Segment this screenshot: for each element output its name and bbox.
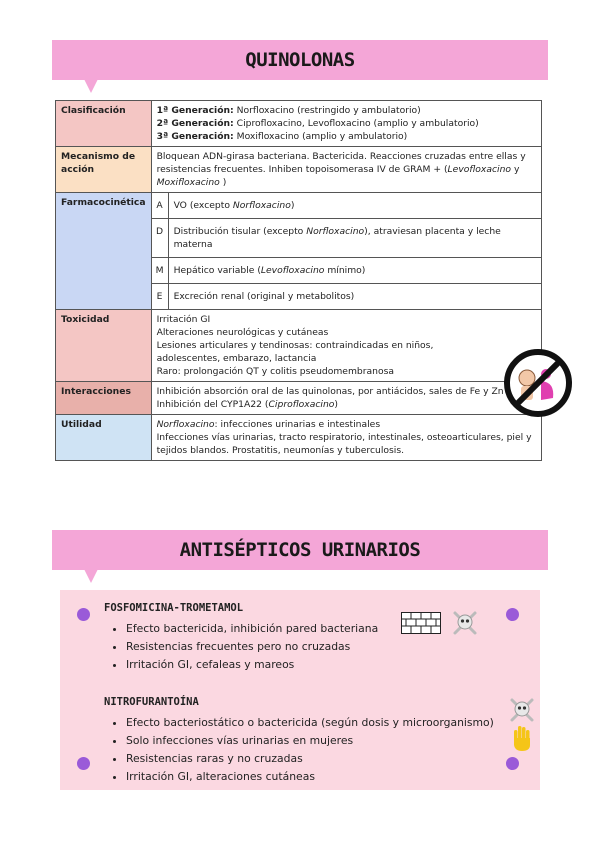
pk-e-pre: Excreción renal (original y metabolitos)	[173, 291, 355, 302]
uti-line-2: Infecciones vías urinarias, tracto respiratorio, intestinales, osteoarticulares, piel y tejidos blandos. Prostatitis, neumonías y tuberculosis.	[156, 432, 532, 456]
uti-line-1	[157, 418, 536, 431]
skull-crossbones-icon	[452, 610, 478, 636]
tox-line-3: Lesiones articulares y tendinosas: contraindicadas en niños, adolescentes, embarazo, lactancia	[156, 340, 434, 364]
pk-m-pre: Hepático variable (	[173, 265, 261, 276]
interacciones-content	[151, 382, 541, 415]
uti-line-1-italic: Norfloxacino	[156, 419, 215, 430]
mecanismo-text3: )	[219, 177, 227, 188]
int-line-1: Inhibición absorción oral de las quinolonas, por antiácidos, sales de Fe y Zn	[156, 386, 504, 397]
list-item: • Irritación GI, cefaleas y mareos	[126, 656, 378, 674]
pk-d-post: ), atraviesan placenta y leche materna	[173, 226, 501, 250]
int-line-2-pre: Inhibición del CYP1A22 (	[156, 399, 269, 410]
gen2-label: 2ª Generación:	[156, 118, 234, 129]
pk-letter-d: D	[151, 219, 168, 258]
gen2-line	[157, 117, 536, 130]
row-clasificacion	[56, 101, 542, 147]
pk-letter-a: A	[151, 193, 168, 219]
nitrofurantoina-title: NITROFURANTOÍNA	[104, 696, 199, 708]
tox-line-4: Raro: prolongación QT y colitis pseudomembranosa	[156, 366, 395, 377]
row-farmacocinetica-a	[56, 193, 542, 219]
int-line-2-post: )	[334, 399, 338, 410]
mecanismo-text2: y	[511, 164, 520, 175]
quinolonas-table	[55, 100, 542, 461]
mecanismo-content	[151, 147, 541, 193]
brick-wall-icon	[401, 612, 441, 634]
pk-m-italic: Levofloxacino	[260, 265, 325, 276]
banner-tail	[84, 79, 98, 93]
label-utilidad: Utilidad	[56, 415, 152, 461]
mecanismo-text1: Bloquean ADN-girasa bacteriana. Bactericida. Reacciones cruzadas entre ellas y resistencias frecuentes. Inhiben topoisomerasa IV de GRAM + (	[156, 151, 526, 175]
pk-text-a	[168, 193, 541, 219]
purple-dot	[77, 757, 90, 770]
list-item: • Resistencias raras y no cruzadas	[126, 750, 494, 768]
section-title: ANTISÉPTICOS URINARIOS	[179, 539, 421, 561]
tox-line-2: Alteraciones neurológicas y cutáneas	[156, 327, 329, 338]
purple-dot	[77, 608, 90, 621]
int-line-2	[157, 398, 536, 411]
pk-a-pre: VO (excepto	[173, 200, 233, 211]
purple-dot	[506, 757, 519, 770]
list-item: • Efecto bactericida, inhibición pared bacteriana	[126, 620, 378, 638]
gen3-text: Moxifloxacino (amplio y ambulatorio)	[233, 131, 408, 142]
pk-letter-m: M	[151, 258, 168, 284]
nitrofurantoina-list	[110, 714, 494, 786]
pk-m-post: mínimo)	[324, 265, 366, 276]
uti-line-1-post: : infecciones urinarias e intestinales	[214, 419, 381, 430]
list-item: • Efecto bacteriostático o bactericida (según dosis y microorganismo)	[126, 714, 494, 732]
mecanismo-moxi: Moxifloxacino	[156, 177, 220, 188]
pk-text-m	[168, 258, 541, 284]
quinolonas-banner	[52, 40, 548, 80]
utilidad-content	[151, 415, 541, 461]
gen1-label: 1ª Generación:	[156, 105, 234, 116]
no-pregnancy-child-icon	[503, 348, 573, 418]
fosfomicina-title: FOSFOMICINA-TROMETAMOL	[104, 602, 244, 614]
list-item: • Irritación GI, alteraciones cutáneas	[126, 768, 494, 786]
gen1-line	[157, 104, 536, 117]
gen3-label: 3ª Generación:	[156, 131, 234, 142]
pk-d-italic: Norfloxacino	[306, 226, 365, 237]
banner-tail	[84, 569, 98, 583]
label-toxicidad: Toxicidad	[56, 310, 152, 382]
gen1-text: Norfloxacino (restringido y ambulatorio)	[233, 105, 421, 116]
raised-hand-icon	[511, 724, 533, 752]
tox-line-1: Irritación GI	[156, 314, 211, 325]
label-mecanismo: Mecanismo de acción	[56, 147, 152, 193]
row-toxicidad	[56, 310, 542, 382]
row-utilidad	[56, 415, 542, 461]
pk-text-e	[168, 284, 541, 310]
page-title: QUINOLONAS	[245, 49, 355, 71]
label-clasificacion: Clasificación	[56, 101, 152, 147]
list-item: • Resistencias frecuentes pero no cruzadas	[126, 638, 378, 656]
pk-a-post: )	[290, 200, 295, 211]
mecanismo-levo: Levofloxacino	[447, 164, 512, 175]
antisepticos-banner	[52, 530, 548, 570]
clasificacion-content	[151, 101, 541, 147]
purple-dot	[506, 608, 519, 621]
pk-d-pre: Distribución tisular (excepto	[173, 226, 307, 237]
gen3-line	[157, 130, 536, 143]
row-interacciones	[56, 382, 542, 415]
pk-a-italic: Norfloxacino	[232, 200, 291, 211]
list-item: • Solo infecciones vías urinarias en mujeres	[126, 732, 494, 750]
pk-letter-e: E	[151, 284, 168, 310]
row-mecanismo	[56, 147, 542, 193]
gen2-text: Ciprofloxacino, Levofloxacino (amplio y ambulatorio)	[233, 118, 479, 129]
skull-crossbones-icon	[509, 697, 535, 723]
toxicidad-content	[151, 310, 541, 382]
label-farmacocinetica: Farmacocinética	[56, 193, 152, 310]
label-interacciones: Interacciones	[56, 382, 152, 415]
pk-text-d	[168, 219, 541, 258]
fosfomicina-list	[110, 620, 378, 674]
int-line-2-italic: Ciprofloxacino	[268, 399, 335, 410]
